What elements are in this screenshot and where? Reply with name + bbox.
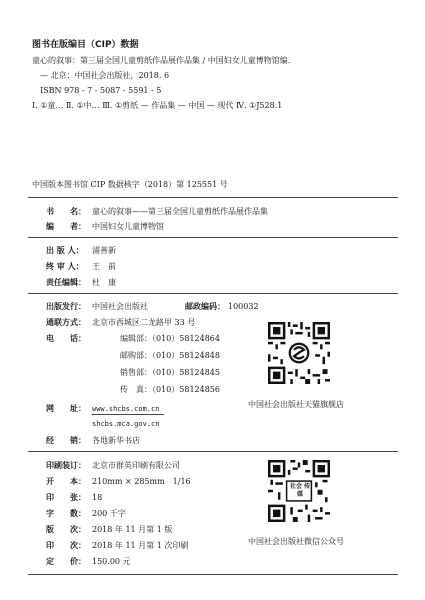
cip-title-line: 童心的叙事：第三届全国儿童剪纸作品展作品集 / 中国妇女儿童博物馆编.: [32, 56, 291, 65]
sheets-label: 印 张：: [46, 493, 86, 502]
book-title-value: 童心的叙事——第三届全国儿童剪纸作品展作品集: [92, 207, 268, 216]
printing-value: 2018 年 11 月第 1 次印刷: [92, 541, 189, 550]
tmall-qr-icon: [268, 322, 330, 384]
cip-core-note: 中国版本图书馆 CIP 数据核字（2018）第 125551 号: [32, 180, 228, 189]
cip-publisher-line: — 北京：中国社会出版社，2018. 6: [40, 71, 170, 80]
address-value: 北京市西城区二龙路甲 33 号: [92, 318, 196, 327]
publisher-person-value: 浦善新: [92, 246, 116, 255]
address-label: 通联方式：: [46, 318, 86, 327]
website-label: 网 址：: [46, 404, 86, 413]
format-label: 开 本：: [46, 477, 86, 486]
divider-2: [28, 237, 398, 238]
phone-mail-order: 邮购部：（010）58124848: [120, 351, 220, 360]
format-value: 210mm × 285mm 1/16: [92, 477, 191, 486]
wechat-qr-stamp: 社会 传媒: [289, 483, 311, 498]
editor-label: 编 者：: [46, 222, 86, 231]
distributor-value: 中国社会出版社: [92, 302, 148, 311]
edition-label: 版 次：: [46, 525, 86, 534]
final-review-label: 终 审 人：: [46, 262, 84, 271]
distributor-label: 出版发行：: [46, 302, 86, 311]
divider-top: [28, 197, 398, 198]
edition-value: 2018 年 11 月第 1 版: [92, 525, 173, 534]
responsible-editor-label: 责任编辑：: [46, 278, 86, 287]
printer-value: 北京市群英印刷有限公司: [92, 461, 180, 470]
responsible-editor-value: 杜 康: [92, 278, 116, 287]
postcode-value: 100032: [228, 302, 259, 311]
book-title-label: 书 名：: [46, 207, 86, 216]
divider-3: [28, 293, 398, 294]
words-value: 200 千字: [92, 509, 126, 518]
cip-heading: 图书在版编目（CIP）数据: [32, 40, 139, 50]
sheets-value: 18: [92, 493, 103, 502]
editor-value: 中国妇女儿童博物馆: [92, 222, 164, 231]
publisher-person-label: 出 版 人：: [46, 246, 84, 255]
tmall-qr-caption: 中国社会出版社天猫旗舰店: [248, 400, 344, 409]
phone-editorial: 编辑部：（010）58124864: [120, 334, 220, 343]
website-link-1[interactable]: www.shcbs.com.cn: [92, 405, 160, 413]
website-link-2[interactable]: shcbs.mca.gov.cn: [92, 420, 160, 428]
divider-bottom: [28, 574, 398, 575]
printer-label: 印刷装订：: [46, 461, 86, 470]
divider-4: [28, 451, 398, 452]
printing-label: 印 次：: [46, 541, 86, 550]
wechat-qr-code[interactable]: [268, 460, 330, 522]
words-label: 字 数：: [46, 509, 86, 518]
wechat-qr-caption: 中国社会出版社微信公众号: [248, 537, 344, 546]
postcode-label: 邮政编码：: [185, 302, 225, 311]
price-value: 150.00 元: [92, 557, 131, 566]
website-underline: [92, 414, 164, 415]
phone-label: 电 话：: [46, 334, 86, 343]
price-label: 定 价：: [46, 557, 86, 566]
cip-classification: Ⅰ. ①童… Ⅱ. ①中… Ⅲ. ①剪纸 — 作品集 — 中国 — 现代 Ⅳ. ①J528.1: [32, 101, 283, 110]
phone-sales: 销售部：（010）58124845: [120, 368, 220, 377]
final-review-value: 王 前: [92, 262, 116, 271]
cip-isbn: ISBN 978 - 7 - 5087 - 5591 - 5: [40, 86, 162, 95]
seller-label: 经 销：: [46, 436, 86, 445]
seller-value: 各地新华书店: [92, 436, 140, 445]
tmall-qr-code[interactable]: [268, 322, 330, 384]
phone-fax: 传 真：（010）58124856: [120, 385, 220, 394]
